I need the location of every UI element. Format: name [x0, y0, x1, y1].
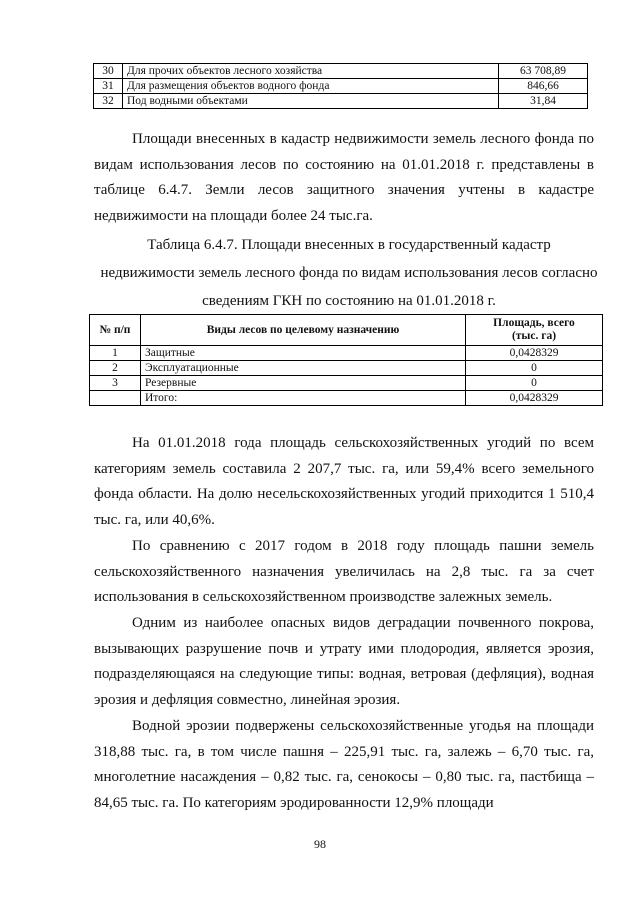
paragraph-3: По сравнению с 2017 годом в 2018 году площадь пашни земель сельскохозяйственного назначения увеличилась на 2,8 тыс. га за счет использования в сельскохозяйственном производстве залежных земель. [94, 538, 594, 605]
paragraph-1: Площади внесенных в кадастр недвижимости земель лесного фонда по видам использования лесов по состоянию на 01.01.2018 г. представлены в таблице 6.4.7. Земли лесов защитного значения учтены в кадастре недвижимости на площади более 24 тыс.га. [94, 131, 594, 224]
row-number: 32 [94, 94, 123, 109]
table-caption [94, 231, 604, 315]
row-value: 0,0428329 [466, 391, 603, 406]
row-name: Защитные [141, 346, 466, 361]
header-value-line-1: Площадь, всего [493, 317, 575, 329]
paragraph-4: Одним из наиболее опасных видов деградации почвенного покрова, вызывающих разрушение почв и утрату ими плодородия, является эрозия, подразделяющаяся на следующие типы: водная, ветровая (дефляция), водная эрозия и дефляция совместно, линейная эрозия. [94, 615, 594, 708]
table-row [90, 346, 603, 361]
table-row [90, 376, 603, 391]
row-value: 0 [466, 376, 603, 391]
row-name: Для размещения объектов водного фонда [123, 79, 499, 94]
table-row [90, 361, 603, 376]
table-row [94, 64, 588, 79]
row-number: 3 [90, 376, 141, 391]
table-row-total [90, 391, 603, 406]
forest-table [89, 314, 603, 406]
row-value: 31,84 [499, 94, 588, 109]
row-number: 31 [94, 79, 123, 94]
row-value: 0 [466, 361, 603, 376]
row-name: Для прочих объектов лесного хозяйства [123, 64, 499, 79]
row-value: 63 708,89 [499, 64, 588, 79]
header-value-line-2: (тыс. га) [511, 330, 557, 342]
header-value [466, 315, 603, 346]
row-number [90, 391, 141, 406]
row-number: 30 [94, 64, 123, 79]
row-value: 846,66 [499, 79, 588, 94]
paragraph-2: На 01.01.2018 года площадь сельскохозяйственных угодий по всем категориям земель составила 2 207,7 тыс. га, или 59,4% всего земельного фонда области. На долю несельскохозяйственных угодий приходится 1 510,4 тыс. га, или 40,6%. [94, 435, 594, 528]
paragraph-5: Водной эрозии подвержены сельскохозяйственные угодья на площади 318,88 тыс. га, в том числе пашня – 225,91 тыс. га, залежь – 6,70 тыс. га, многолетние насаждения – 0,82 тыс. га, сенокосы – 0,80 тыс. га, пастбища – 84,65 тыс. га. По категориям эродированности 12,9% площади [94, 718, 594, 811]
table-row [94, 79, 588, 94]
row-number: 1 [90, 346, 141, 361]
page-number: 98 [314, 837, 326, 851]
row-value: 0,0428329 [466, 346, 603, 361]
table-row [94, 94, 588, 109]
top-table [93, 63, 588, 109]
caption-line-3: сведениям ГКН по состоянию на 01.01.2018 г. [202, 293, 496, 309]
row-name: Итого: [141, 391, 466, 406]
caption-line-1: Таблица 6.4.7. Площади внесенных в государственный кадастр [147, 237, 551, 253]
header-name: Виды лесов по целевому назначению [141, 315, 466, 346]
header-num: № п/п [90, 315, 141, 346]
row-name: Под водными объектами [123, 94, 499, 109]
caption-line-2: недвижимости земель лесного фонда по видам использования лесов согласно [100, 265, 598, 281]
row-name: Резервные [141, 376, 466, 391]
row-number: 2 [90, 361, 141, 376]
row-name: Эксплуатационные [141, 361, 466, 376]
table-header-row [90, 315, 603, 346]
